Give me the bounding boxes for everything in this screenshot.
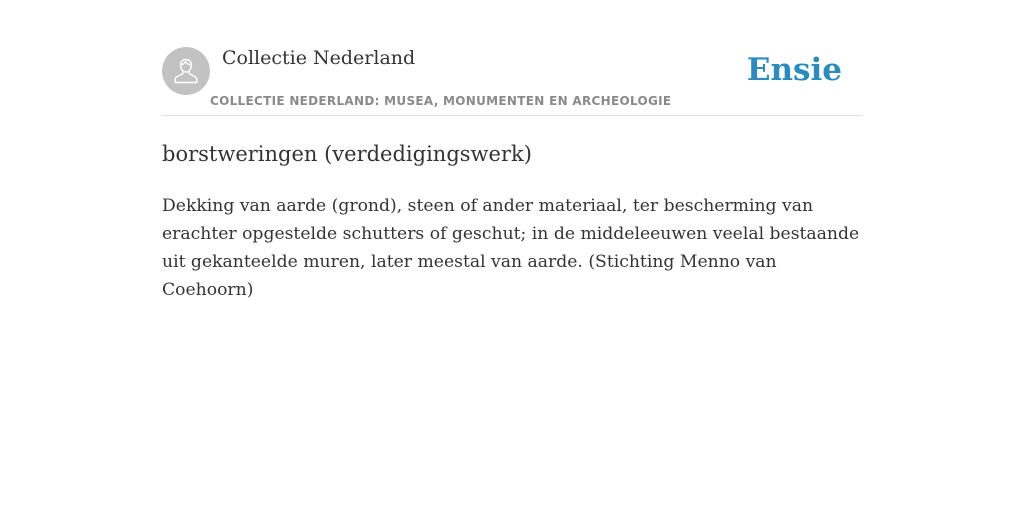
user-silhouette-icon [171,56,201,86]
entry-card [162,0,862,300]
entry-term-title: borstweringen (verdedigingswerk) [162,142,532,166]
author-subtitle: COLLECTIE NEDERLAND: MUSEA, MONUMENTEN EN ARCHEOLOGIE [210,94,672,108]
avatar[interactable] [162,47,210,95]
ensie-logo[interactable]: Ensie [746,52,842,88]
author-name-link[interactable]: Collectie Nederland [222,47,416,69]
entry-header [162,0,862,116]
entry-definition: Dekking van aarde (grond), steen of ander materiaal, ter bescherming van erachter opgestelde schutters of geschut; in de middeleeuwen veelal bestaande uit gekanteelde muren, later meestal van aarde. (Stichting Menno van Coehoorn) [162,196,860,300]
